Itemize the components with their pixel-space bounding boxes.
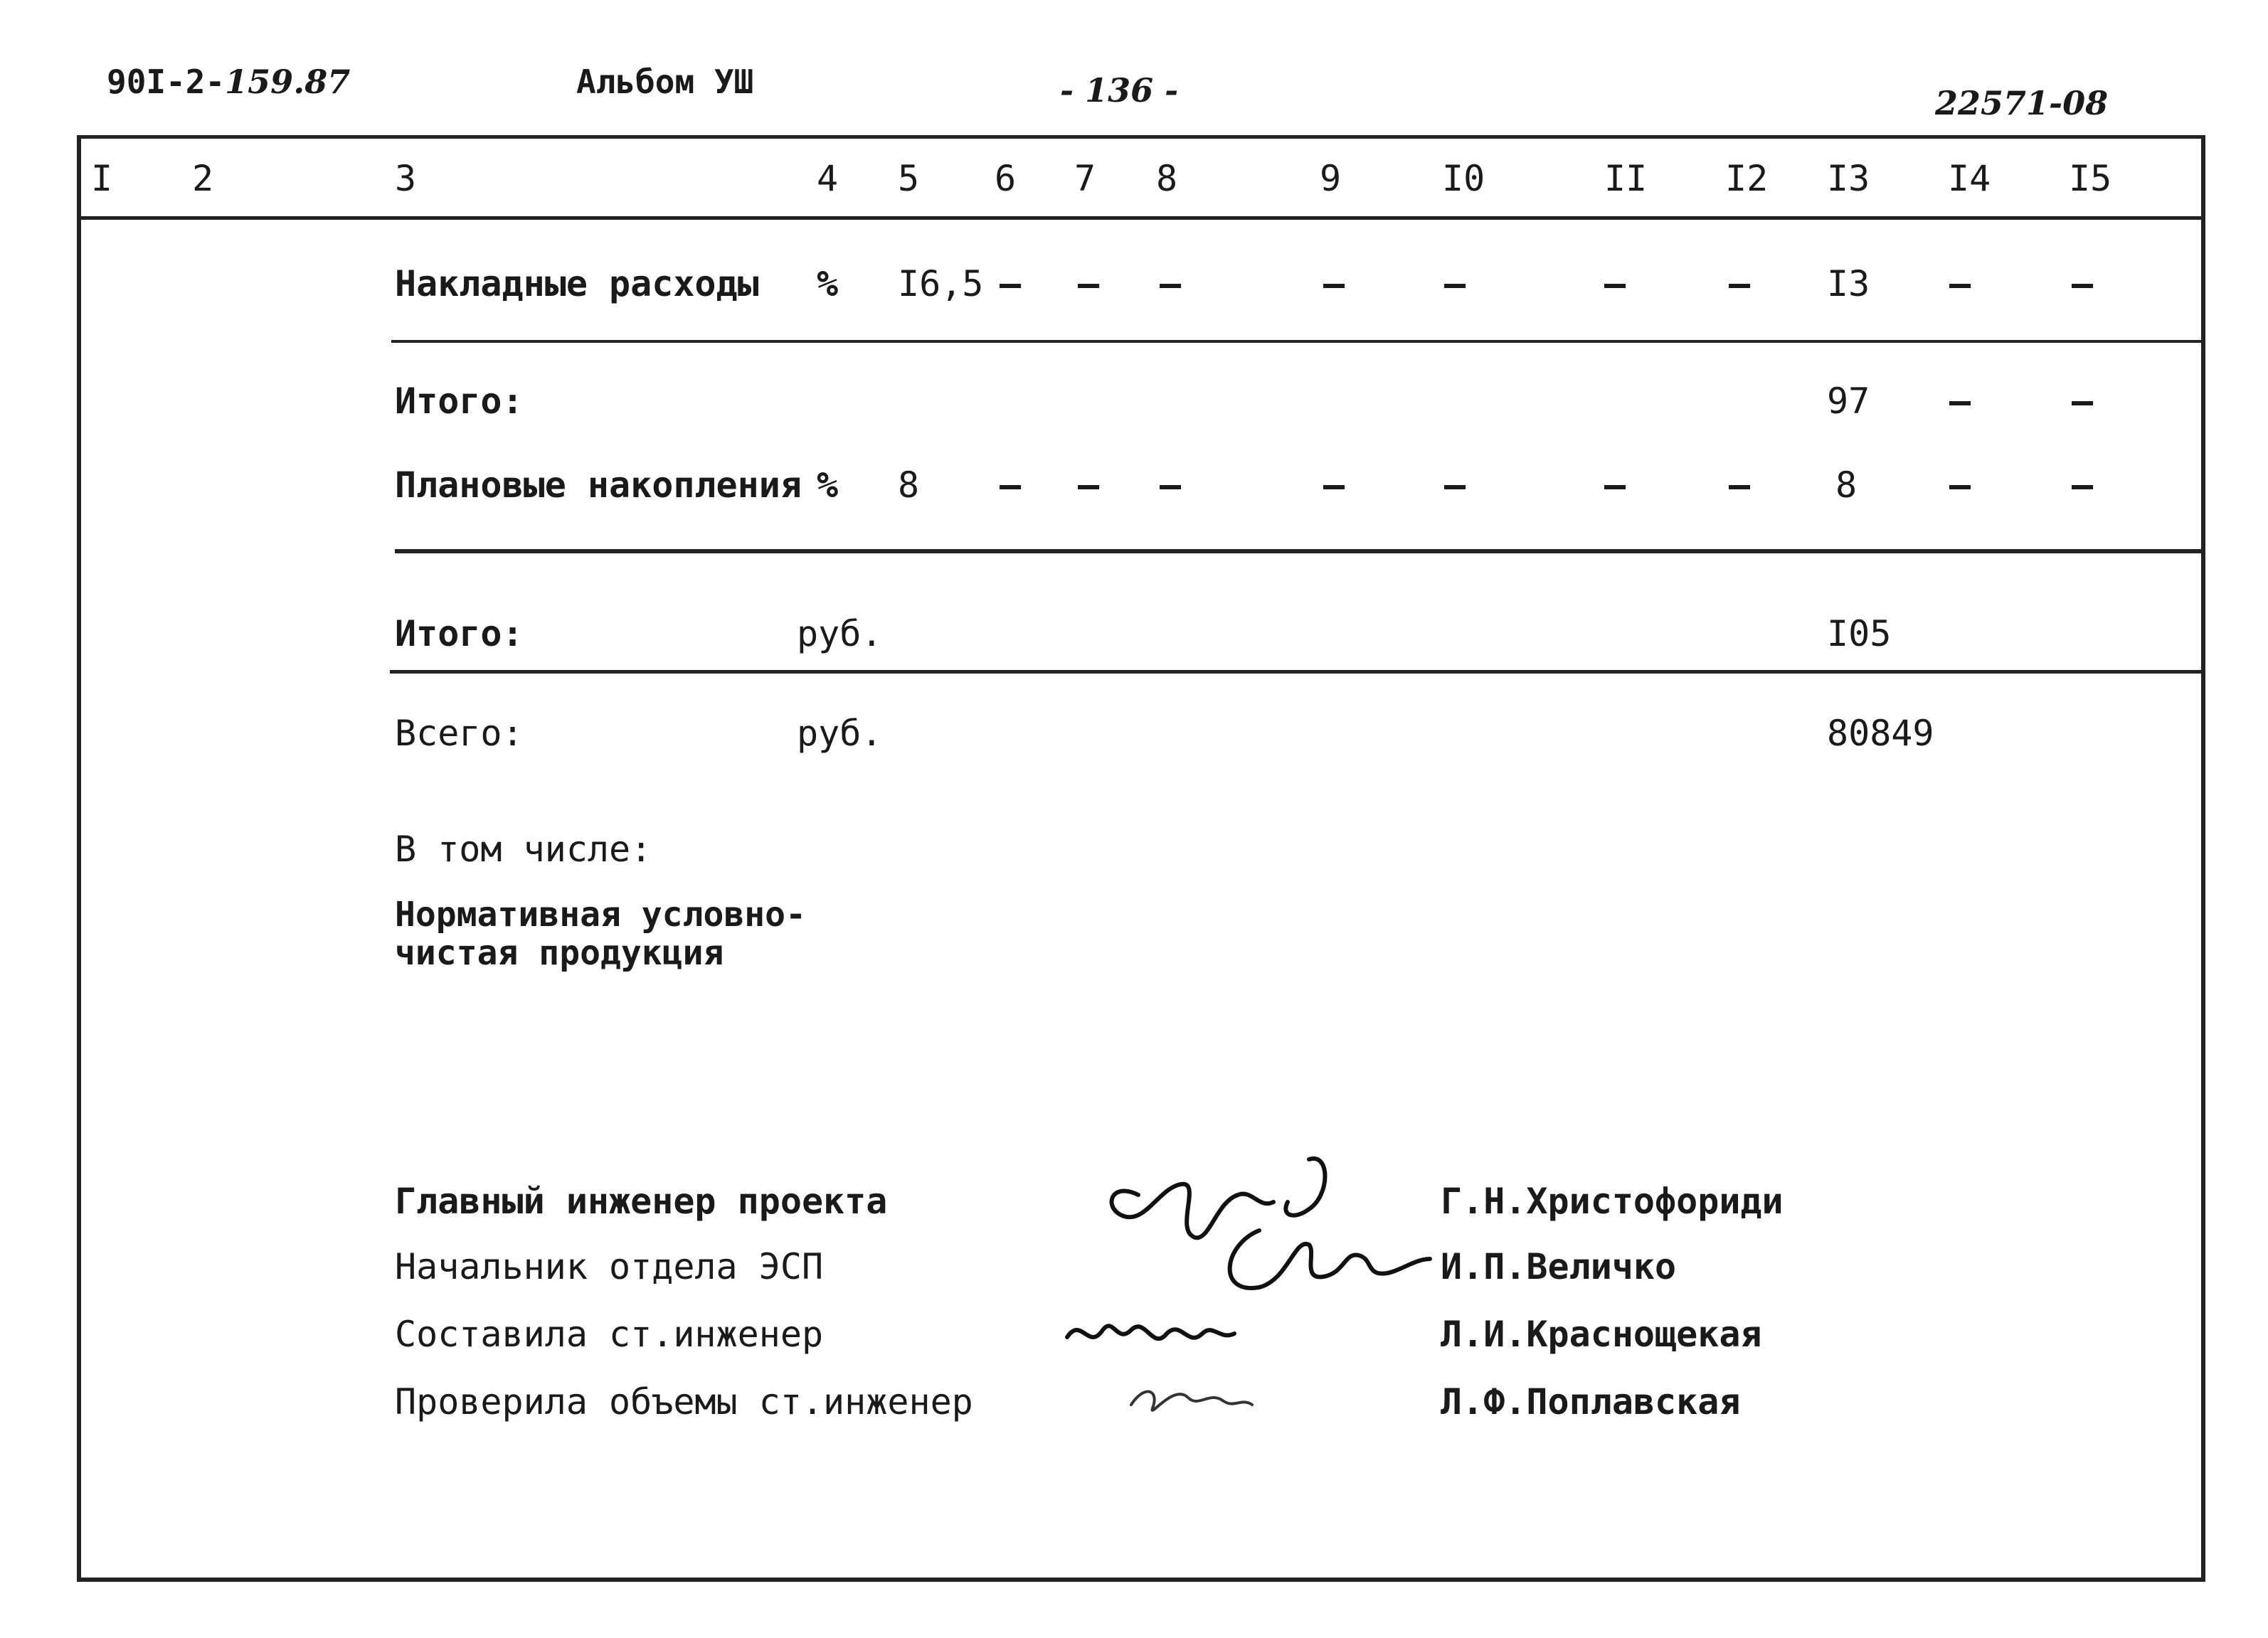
col-6: 6 xyxy=(995,158,1017,199)
row-label-subtotal: Итого: xyxy=(395,381,524,422)
dash-cell: – xyxy=(1949,263,1971,304)
signature-name: И.П.Величко xyxy=(1441,1246,1677,1287)
signature-name: Л.И.Краснощекая xyxy=(1441,1314,1762,1355)
document-code: 90I-2-159.87 xyxy=(107,63,351,101)
row-unit: руб. xyxy=(797,613,883,654)
dash-cell: – xyxy=(1949,464,1971,506)
row-unit: % xyxy=(817,464,839,506)
col-1: I xyxy=(91,158,113,199)
dash-cell: – xyxy=(2072,263,2094,304)
row-divider xyxy=(395,549,2203,553)
including-item-line1: Нормативная условно- xyxy=(395,895,806,935)
row-label-subtotal: Итого: xyxy=(395,613,524,654)
album-title: Альбом УШ xyxy=(576,63,754,101)
col-5: 5 xyxy=(898,158,920,199)
col-2: 2 xyxy=(192,158,214,199)
signature-role: Начальник отдела ЭСП xyxy=(395,1246,824,1287)
dash-cell: – xyxy=(1000,464,1022,506)
col-14: I4 xyxy=(1948,158,1991,199)
dash-cell: – xyxy=(2072,464,2094,506)
row-total: I05 xyxy=(1827,613,1892,654)
dash-cell: – xyxy=(1729,263,1751,304)
dash-cell: – xyxy=(1160,263,1182,304)
handwritten-signature-4 xyxy=(1117,1369,1259,1426)
grand-total-value: 80849 xyxy=(1827,713,1934,754)
dash-cell: – xyxy=(1078,263,1100,304)
handwritten-signature-3 xyxy=(1060,1302,1245,1366)
row-label-planned: Плановые накопления xyxy=(395,464,802,506)
dash-cell: – xyxy=(1604,263,1626,304)
row-rate: 8 xyxy=(898,464,920,506)
row-total: 8 xyxy=(1835,464,1858,506)
col-10: I0 xyxy=(1442,158,1485,199)
dash-cell: – xyxy=(1160,464,1182,506)
dash-cell: – xyxy=(1323,464,1345,506)
reference-number: 22571-08 xyxy=(1935,84,2109,122)
row-total: I3 xyxy=(1827,263,1870,304)
col-8: 8 xyxy=(1156,158,1178,199)
dash-cell: – xyxy=(1323,263,1345,304)
dash-cell: – xyxy=(2072,381,2094,422)
col-15: I5 xyxy=(2069,158,2112,199)
col-7: 7 xyxy=(1074,158,1096,199)
dash-cell: – xyxy=(1000,263,1022,304)
header-rule xyxy=(77,216,2203,220)
dash-cell: – xyxy=(1444,263,1466,304)
page-number: - 136 - xyxy=(1060,71,1179,110)
dash-cell: – xyxy=(1078,464,1100,506)
row-unit: % xyxy=(817,263,839,304)
handwritten-signature-2 xyxy=(1209,1209,1437,1309)
col-9: 9 xyxy=(1320,158,1342,199)
dash-cell: – xyxy=(1444,464,1466,506)
row-label-grand-total: Всего: xyxy=(395,713,524,754)
signature-name: Л.Ф.Поплавская xyxy=(1441,1381,1741,1422)
col-12: I2 xyxy=(1725,158,1769,199)
col-13: I3 xyxy=(1827,158,1870,199)
col-3: 3 xyxy=(395,158,417,199)
col-4: 4 xyxy=(817,158,839,199)
signature-role: Проверила объемы ст.инженер xyxy=(395,1381,973,1422)
row-total: 97 xyxy=(1827,381,1870,422)
signature-role: Составила ст.инженер xyxy=(395,1314,824,1355)
signature-role: Главный инженер проекта xyxy=(395,1181,888,1222)
dash-cell: – xyxy=(1604,464,1626,506)
signature-name: Г.Н.Христофориди xyxy=(1441,1181,1784,1222)
row-divider xyxy=(390,670,2203,674)
row-divider xyxy=(391,340,2203,343)
including-label: В том числе: xyxy=(395,829,652,870)
col-11: II xyxy=(1604,158,1648,199)
row-unit: руб. xyxy=(797,713,883,754)
row-label-overhead: Накладные расходы xyxy=(395,263,759,304)
dash-cell: – xyxy=(1729,464,1751,506)
row-rate: I6,5 xyxy=(898,263,984,304)
including-item-line2: чистая продукция xyxy=(395,933,724,973)
dash-cell: – xyxy=(1949,381,1971,422)
